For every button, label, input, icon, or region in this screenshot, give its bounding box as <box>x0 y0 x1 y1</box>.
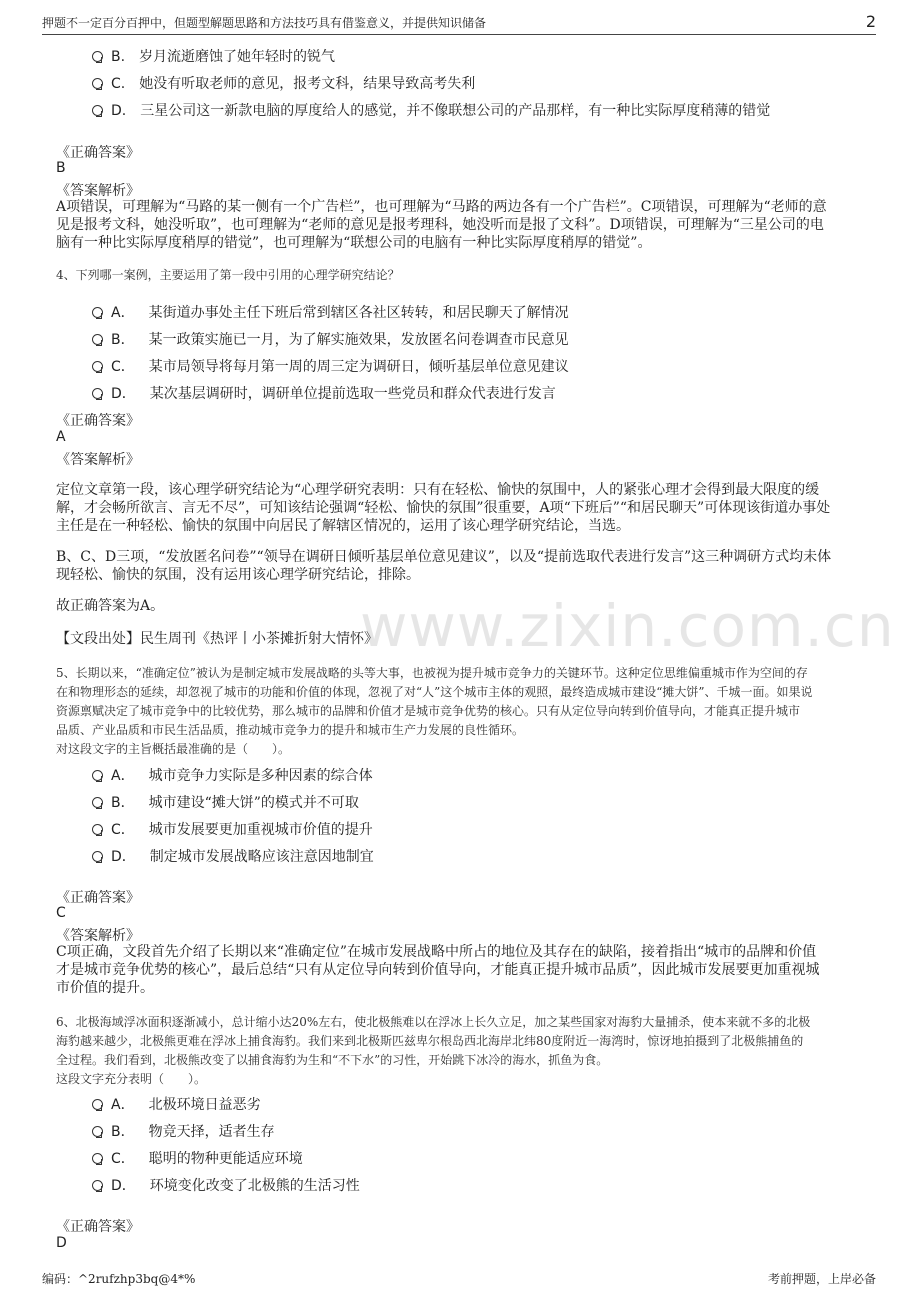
q3-option-d[interactable]: D. 三星公司这一新款电脑的厚度给人的感觉，并不像联想公司的产品那样，有一种比实际厚度稍薄的错觉 <box>92 100 770 120</box>
correct-answer-label: 《正确答案》 <box>56 413 140 429</box>
q5-analysis: C项正确，文段首先介绍了长期以来“准确定位”在城市发展战略中所占的地位及其存在的缺陷，接着指出“城市的品牌和价值 才是城市竞争优势的核心”，最后总结“只有从定位导向转到价值导向，才能真正提升城市品质”，因此城市发展要更加重视城 市价值的提升。 <box>56 944 820 996</box>
q4-conclusion: 故正确答案为A。 <box>56 598 165 614</box>
q6-option-c[interactable]: C． 聪明的物种更能适应环境 <box>92 1148 303 1168</box>
q4-question: 4、下列哪一案例，主要运用了第一段中引用的心理学研究结论？ <box>56 268 400 282</box>
radio-icon[interactable] <box>92 51 103 62</box>
footer-slogan: 考前押题，上岸必备 <box>767 1272 876 1286</box>
q3-analysis: A项错误，可理解为“马路的某一侧有一个广告栏”，也可理解为“马路的两边各有一个广告栏”。C项错误，可理解为“老师的意 见是报考文科，她没听取”，也可理解为“老师的意见是报考理科，她没听而是报了文科”。D项错误，可理解为“三星公司的电 脑有一种比实际厚度稍厚的错觉”，也可理解为“联想公司的电脑有一种比实际厚度稍厚的错觉”。 <box>56 199 827 251</box>
radio-icon[interactable] <box>92 361 103 372</box>
q5-option-d[interactable]: D． 制定城市发展战略应该注意因地制宜 <box>92 846 374 866</box>
q4-analysis-p1: 定位文章第一段，该心理学研究结论为“心理学研究表明：只有在轻松、愉快的氛围中，人的紧张心理才会得到最大限度的缓 解，才会畅所欲言、言无不尽”，可知该结论强调“轻松、愉快的氛围”很重要，A项“下班后”“和居民聊天”可体现该街道办事处 主任是在一种轻松、愉快的氛围中向居民了解辖区情况的，运用了该心理学研究结论，当选。 <box>56 482 831 534</box>
correct-answer-label: 《正确答案》 <box>56 890 140 906</box>
q6-option-d[interactable]: D． 环境变化改变了北极熊的生活习性 <box>92 1175 360 1195</box>
q5-question: 5、长期以来，“准确定位”被认为是制定城市发展战略的头等大事，也被视为提升城市竞争力的关键环节。这种定位思维偏重城市作为空间的存 在和物理形态的延续，却忽视了城市的功能和价值的体现，忽视了对“人”这个城市主体的观照，最终造成城市建设“摊大饼”、千城一面。如果说 资源禀赋决定了城市竞争中的比较优势，那么城市的品牌和价值才是城市竞争优势的核心。只有从定位导向转到价值导向，才能真正提升城市 品质、产业品质和市民生活品质，推动城市竞争力的提升和城市生产力发展的良性循环。 对这段文字的主旨概括最准确的是（ ）。 <box>56 666 813 756</box>
radio-icon[interactable] <box>92 1153 103 1164</box>
correct-answer-label: 《正确答案》 <box>56 1219 140 1235</box>
radio-icon[interactable] <box>92 1099 103 1110</box>
q3-option-c[interactable]: C. 她没有听取老师的意见，报考文科，结果导致高考失利 <box>92 73 475 93</box>
q5-option-a[interactable]: A． 城市竞争力实际是多种因素的综合体 <box>92 765 373 785</box>
q6-question: 6、北极海域浮冰面积逐渐减小，总计缩小达20%左右，使北极熊难以在浮冰上长久立足，加之某些国家对海豹大量捕杀，使本来就不多的北极 海豹越来越少，北极熊更难在浮冰上捕食海豹。我们来到北极斯匹兹卑尔根岛西北海岸北纬80度附近一海湾时，惊讶地拍摄到了北极熊捕鱼的 全过程。我们看到，北极熊改变了以捕食海豹为生和“不下水”的习性，开始跳下冰冷的海水，抓鱼为食。 这段文字充分表明（ ）。 <box>56 1015 811 1086</box>
analysis-label: 《答案解析》 <box>56 452 140 468</box>
q5-answer: C <box>56 905 66 921</box>
footer-code: 编码：^2rufzhp3bq@4*% <box>42 1272 196 1286</box>
radio-icon[interactable] <box>92 797 103 808</box>
q5-option-b[interactable]: B． 城市建设“摊大饼”的模式并不可取 <box>92 792 359 812</box>
watermark: www.zixin.com.cn <box>360 592 895 660</box>
correct-answer-label: 《正确答案》 <box>56 145 140 161</box>
radio-icon[interactable] <box>92 824 103 835</box>
radio-icon[interactable] <box>92 105 103 116</box>
radio-icon[interactable] <box>92 851 103 862</box>
radio-icon[interactable] <box>92 1126 103 1137</box>
q4-option-d[interactable]: D． 某次基层调研时，调研单位提前选取一些党员和群众代表进行发言 <box>92 383 556 403</box>
analysis-label: 《答案解析》 <box>56 183 140 199</box>
radio-icon[interactable] <box>92 770 103 781</box>
q4-source: 【文段出处】民生周刊《热评丨小茶摊折射大情怀》 <box>56 631 378 647</box>
q6-option-a[interactable]: A． 北极环境日益恶劣 <box>92 1094 261 1114</box>
header-text: 押题不一定百分百押中，但题型解题思路和方法技巧具有借鉴意义，并提供知识储备 <box>42 16 487 30</box>
q6-option-b[interactable]: B． 物竞天择，适者生存 <box>92 1121 275 1141</box>
q5-option-c[interactable]: C． 城市发展要更加重视城市价值的提升 <box>92 819 373 839</box>
q4-option-a[interactable]: A． 某街道办事处主任下班后常到辖区各社区转转，和居民聊天了解情况 <box>92 302 569 322</box>
q4-option-c[interactable]: C． 某市局领导将每月第一周的周三定为调研日，倾听基层单位意见建议 <box>92 356 569 376</box>
q6-answer: D <box>56 1235 67 1251</box>
radio-icon[interactable] <box>92 334 103 345</box>
q4-answer: A <box>56 429 66 445</box>
q3-option-b[interactable]: B. 岁月流逝磨蚀了她年轻时的锐气 <box>92 46 335 66</box>
page-number: 2 <box>865 12 876 31</box>
analysis-label: 《答案解析》 <box>56 928 140 944</box>
radio-icon[interactable] <box>92 1180 103 1191</box>
radio-icon[interactable] <box>92 78 103 89</box>
q4-analysis-p2: B、C、D三项，“发放匿名问卷”“领导在调研日倾听基层单位意见建议”，以及“提前选取代表进行发言”这三种调研方式均未体 现轻松、愉快的氛围，没有运用该心理学研究结论，排除。 <box>56 549 832 583</box>
q4-option-b[interactable]: B． 某一政策实施已一月，为了解实施效果，发放匿名问卷调查市民意见 <box>92 329 569 349</box>
radio-icon[interactable] <box>92 388 103 399</box>
radio-icon[interactable] <box>92 307 103 318</box>
q3-answer: B <box>56 160 66 176</box>
page-header <box>42 12 876 35</box>
